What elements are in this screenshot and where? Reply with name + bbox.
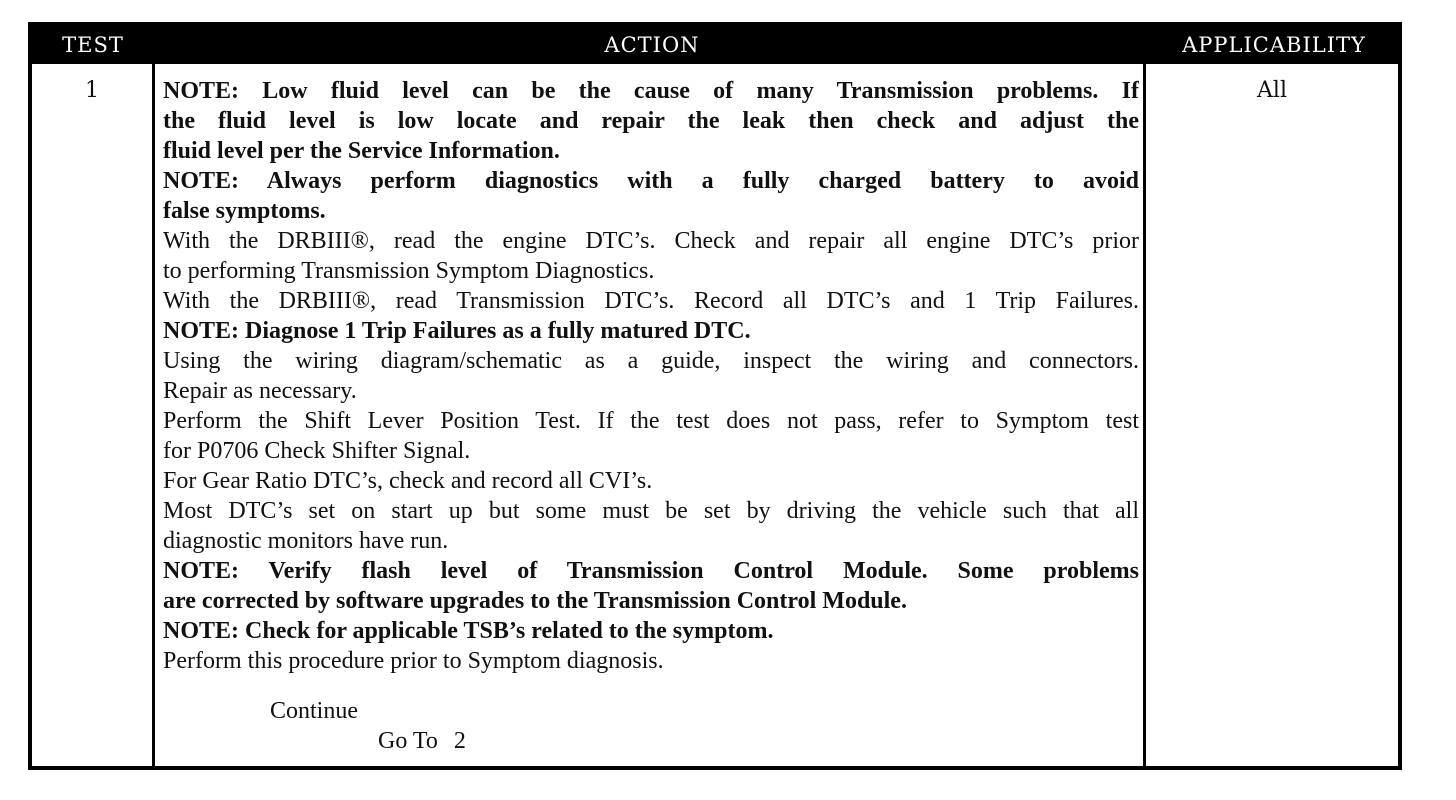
column-divider-action-applicability xyxy=(1143,64,1146,770)
action-text-line: for P0706 Check Shifter Signal. xyxy=(163,438,471,464)
action-note-line: false symptoms. xyxy=(163,198,326,224)
action-text-line: to performing Transmission Symptom Diagnostics. xyxy=(163,258,655,284)
header-applicability: APPLICABILITY xyxy=(1182,33,1366,57)
action-text-line: Most DTC’s set on start up but some must be set by driving the vehicle such that all xyxy=(163,498,1139,524)
action-text-line: With the DRBIII®, read the engine DTC’s. Check and repair all engine DTC’s prior xyxy=(163,228,1139,254)
header-test: TEST xyxy=(62,33,124,57)
action-note-line: NOTE: Low fluid level can be the cause of many Transmission problems. If xyxy=(163,78,1139,104)
action-note-line: NOTE: Check for applicable TSB’s related to the symptom. xyxy=(163,618,774,644)
action-text-line: Perform this procedure prior to Symptom diagnosis. xyxy=(163,648,664,674)
action-note-line: are corrected by software upgrades to the Transmission Control Module. xyxy=(163,588,907,614)
column-divider-test-action xyxy=(152,64,155,770)
action-text-line: Perform the Shift Lever Position Test. If the test does not pass, refer to Symptom test xyxy=(163,408,1139,434)
applicability-value: All xyxy=(1257,78,1287,103)
action-note-line: NOTE: Always perform diagnostics with a fully charged battery to avoid xyxy=(163,168,1139,194)
diagnostic-test-table xyxy=(28,22,1402,770)
continue-label: Continue xyxy=(270,698,358,724)
action-note-line: NOTE: Verify flash level of Transmission Control Module. Some problems xyxy=(163,558,1139,584)
action-text-line: For Gear Ratio DTC’s, check and record all CVI’s. xyxy=(163,468,653,494)
action-note-line: fluid level per the Service Information. xyxy=(163,138,560,164)
action-note-line: the fluid level is low locate and repair the leak then check and adjust the xyxy=(163,108,1139,134)
action-text-line: Repair as necessary. xyxy=(163,378,357,404)
goto-instruction xyxy=(378,726,466,756)
test-number: 1 xyxy=(85,78,99,103)
header-action: ACTION xyxy=(604,33,700,57)
action-cell xyxy=(163,76,1139,676)
action-text-line: Using the wiring diagram/schematic as a guide, inspect the wiring and connectors. xyxy=(163,348,1139,374)
action-text-line: With the DRBIII®, read Transmission DTC’s. Record all DTC’s and 1 Trip Failures. xyxy=(163,288,1139,314)
goto-target[interactable]: 2 xyxy=(453,728,466,754)
table-header-row xyxy=(32,26,1398,64)
goto-label: Go To xyxy=(378,728,438,754)
action-text-line: diagnostic monitors have run. xyxy=(163,528,449,554)
action-note-line: NOTE: Diagnose 1 Trip Failures as a fully matured DTC. xyxy=(163,318,751,344)
